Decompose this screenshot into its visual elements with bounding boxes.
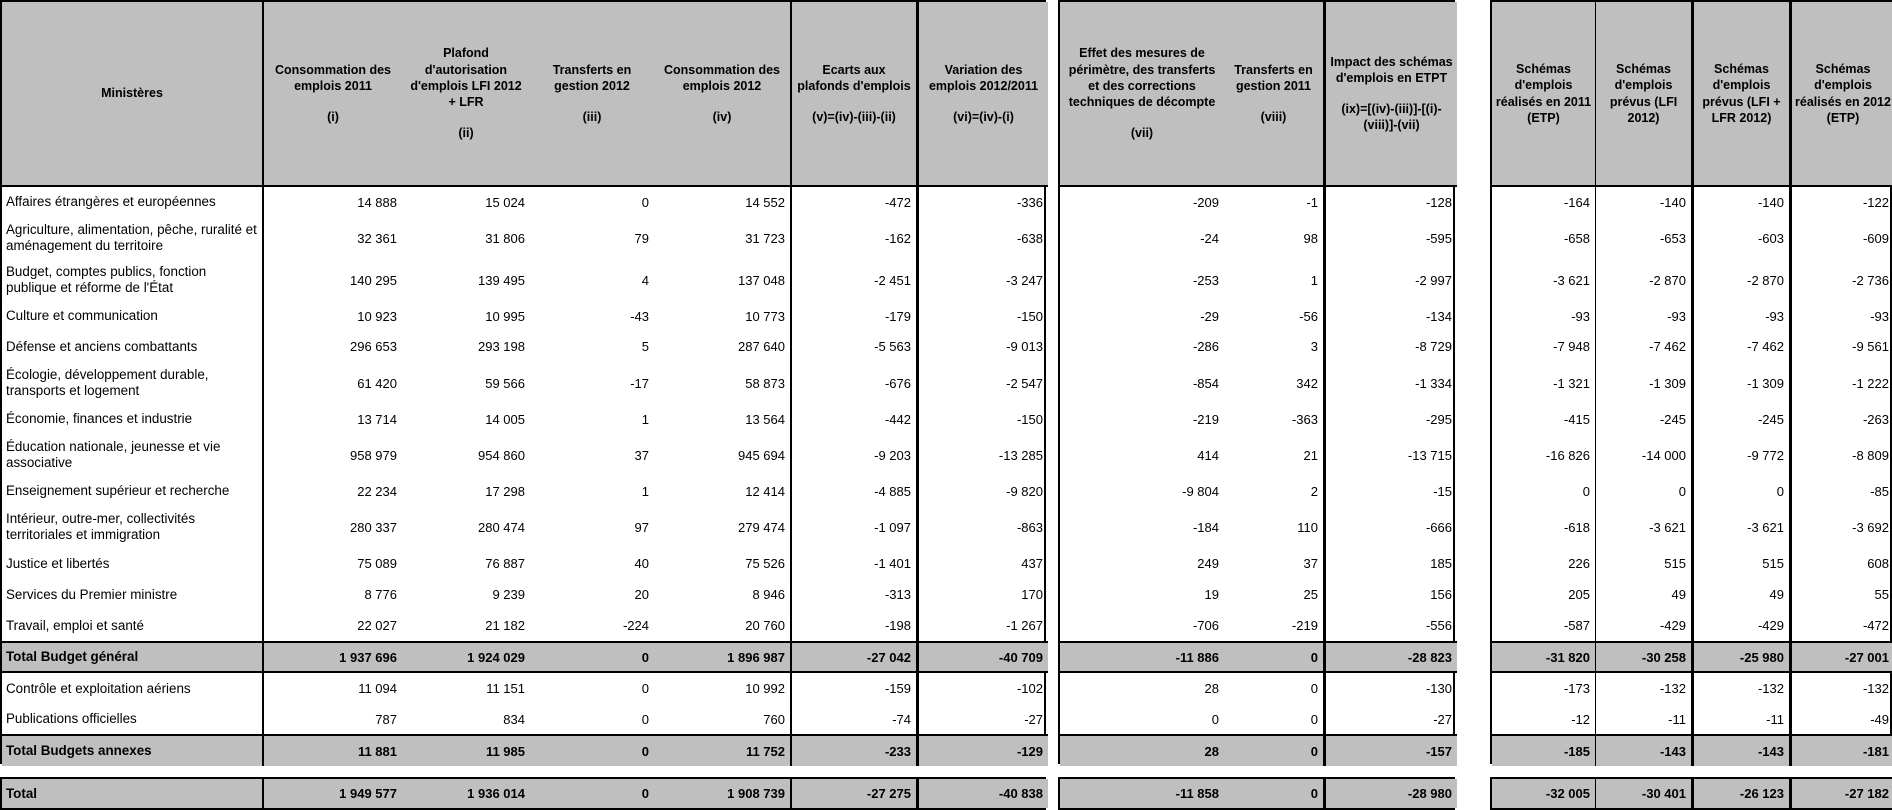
value-cell-iv: 12 414 bbox=[654, 476, 792, 506]
value-cell-vi: -638 bbox=[1016, 230, 1043, 246]
value-cell-iii: -224 bbox=[622, 618, 649, 633]
value-cell-sch-prev-lfr: -1 309 bbox=[1694, 362, 1792, 404]
value-cell-vi: -150 bbox=[1016, 411, 1043, 427]
value-cell-viii: 37 bbox=[1224, 548, 1326, 579]
value-cell-viii: 0 bbox=[1224, 734, 1326, 766]
grand-total-cell-vi: -40 838 bbox=[919, 779, 1048, 808]
value-cell-vi: -150 bbox=[1016, 308, 1043, 324]
value-cell-iv: 279 474 bbox=[654, 506, 792, 548]
value-cell-vii: 0 bbox=[1211, 711, 1219, 727]
value-cell-sch-prev-lfr: -245 bbox=[1694, 404, 1792, 434]
value-cell-vii: 414 bbox=[1197, 447, 1219, 463]
value-cell-ix: -2 997 bbox=[1415, 272, 1452, 288]
ministry-name: Travail, emploi et santé bbox=[2, 610, 264, 641]
column-header-vii bbox=[1060, 2, 1224, 187]
value-cell-sch-prev-lfr: -429 bbox=[1694, 610, 1792, 641]
column-label: Ecarts aux plafonds d'emplois bbox=[797, 62, 911, 93]
value-cell-iv: 58 873 bbox=[654, 362, 792, 404]
value-cell-sch-prev-lfr: -140 bbox=[1694, 187, 1792, 217]
value-cell-vi: -129 bbox=[919, 734, 1048, 766]
value-cell-viii: -56 bbox=[1224, 301, 1326, 331]
value-cell-sch-real-2011: -587 bbox=[1492, 610, 1596, 641]
value-cell-iii: 37 bbox=[634, 447, 649, 463]
table-block-3 bbox=[1490, 0, 1892, 810]
value-cell-iv: 945 694 bbox=[654, 434, 792, 476]
value-cell-ii: 21 182 bbox=[485, 618, 525, 633]
value-cell-ii: 954 860 bbox=[478, 447, 525, 463]
column-formula: (i) bbox=[327, 110, 339, 125]
value-cell-viii: 2 bbox=[1224, 476, 1326, 506]
value-cell-iv: 75 526 bbox=[654, 548, 792, 579]
ministry-name: Contrôle et exploitation aériens bbox=[2, 673, 264, 704]
column-header-sch-prev-lfr bbox=[1694, 2, 1792, 187]
value-cell-vii: -29 bbox=[1200, 308, 1219, 324]
value-cell-sch-prev-lfr: 0 bbox=[1694, 476, 1792, 506]
value-cell-ix: -134 bbox=[1425, 308, 1452, 324]
value-cell-vii: -854 bbox=[1192, 375, 1219, 391]
value-cell-iv: 760 bbox=[654, 704, 792, 734]
value-cell-i: 10 923 bbox=[357, 308, 397, 324]
value-cell-v: -1 097 bbox=[792, 506, 919, 548]
value-cell-sch-real-2012: -8 809 bbox=[1852, 447, 1889, 463]
column-label: Schémas d'emplois réalisés en 2011 (ETP) bbox=[1495, 62, 1592, 125]
column-formula: (iii) bbox=[582, 110, 602, 125]
value-cell-ii: 14 005 bbox=[485, 411, 525, 427]
value-cell-ii: 15 024 bbox=[485, 194, 525, 210]
value-cell-viii: 110 bbox=[1224, 506, 1326, 548]
value-cell-v: -676 bbox=[792, 362, 919, 404]
value-cell-i: 75 089 bbox=[357, 556, 397, 571]
value-cell-sch-prev-lfi: -132 bbox=[1596, 673, 1694, 704]
value-cell-sch-real-2012: -263 bbox=[1862, 411, 1889, 427]
value-cell-v: -2 451 bbox=[792, 259, 919, 301]
column-header-i bbox=[264, 2, 402, 187]
total-row-label: Total Budget général bbox=[2, 641, 264, 673]
value-cell-sch-prev-lfr: -11 bbox=[1694, 704, 1792, 734]
column-label: Schémas d'emplois prévus (LFI + LFR 2012) bbox=[1702, 62, 1781, 125]
grand-total-cell-iii: 0 bbox=[530, 779, 654, 808]
value-cell-vi: -27 bbox=[1024, 711, 1043, 727]
value-cell-sch-prev-lfi: 49 bbox=[1596, 579, 1694, 610]
value-cell-ii: 293 198 bbox=[478, 339, 525, 354]
value-cell-sch-prev-lfr: -25 980 bbox=[1694, 641, 1792, 673]
value-cell-sch-real-2012: 608 bbox=[1867, 556, 1889, 571]
value-cell-i: 14 888 bbox=[357, 194, 397, 210]
grand-total-row bbox=[0, 777, 1046, 810]
column-label: Consommation des emplois 2011 bbox=[275, 62, 391, 93]
value-cell-v: -442 bbox=[792, 404, 919, 434]
value-cell-ii: 76 887 bbox=[485, 556, 525, 571]
value-cell-sch-real-2011: -31 820 bbox=[1492, 641, 1596, 673]
value-cell-sch-real-2011: -12 bbox=[1492, 704, 1596, 734]
grand-total-cell-ix: -28 980 bbox=[1326, 779, 1457, 808]
value-cell-vii: 249 bbox=[1197, 556, 1219, 571]
value-cell-iii: 0 bbox=[530, 734, 654, 766]
value-cell-iv: 1 896 987 bbox=[654, 641, 792, 673]
ministry-name: Affaires étrangères et européennes bbox=[2, 187, 264, 217]
table-main-section-2 bbox=[1058, 0, 1455, 764]
column-label: Plafond d'autorisation d'emplois LFI 2012 + LFR bbox=[410, 46, 522, 110]
value-cell-vi: -9 013 bbox=[1006, 339, 1043, 354]
value-cell-iii: 0 bbox=[530, 641, 654, 673]
value-cell-ii: 139 495 bbox=[478, 272, 525, 288]
value-cell-vi: 170 bbox=[1021, 587, 1043, 602]
value-cell-ii: 280 474 bbox=[478, 519, 525, 535]
value-cell-sch-prev-lfr: -7 462 bbox=[1694, 331, 1792, 362]
value-cell-sch-prev-lfr: -132 bbox=[1694, 673, 1792, 704]
value-cell-ii: 1 924 029 bbox=[402, 641, 530, 673]
value-cell-vi: -2 547 bbox=[1006, 375, 1043, 391]
value-cell-sch-prev-lfr: -603 bbox=[1694, 217, 1792, 259]
value-cell-vii: -706 bbox=[1192, 618, 1219, 633]
value-cell-vii: -24 bbox=[1200, 230, 1219, 246]
value-cell-iii: 4 bbox=[641, 272, 649, 288]
value-cell-ix: -128 bbox=[1425, 194, 1452, 210]
ministry-name: Intérieur, outre-mer, collectivités territoriales et immigration bbox=[2, 506, 264, 548]
column-label: Schémas d'emplois réalisés en 2012 (ETP) bbox=[1795, 62, 1891, 125]
value-cell-iv: 10 773 bbox=[654, 301, 792, 331]
value-cell-sch-prev-lfi: -93 bbox=[1596, 301, 1694, 331]
ministry-name: Justice et libertés bbox=[2, 548, 264, 579]
value-cell-v: -4 885 bbox=[792, 476, 919, 506]
value-cell-sch-real-2011: -16 826 bbox=[1492, 434, 1596, 476]
value-cell-vii: -209 bbox=[1192, 194, 1219, 210]
value-cell-vi: -13 285 bbox=[998, 447, 1043, 463]
value-cell-sch-real-2012: -85 bbox=[1870, 483, 1889, 499]
value-cell-ii: 9 239 bbox=[492, 587, 525, 602]
value-cell-vi: -3 247 bbox=[1006, 272, 1043, 288]
value-cell-v: -179 bbox=[792, 301, 919, 331]
value-cell-sch-real-2012: -27 001 bbox=[1792, 641, 1892, 673]
value-cell-sch-prev-lfi: -653 bbox=[1596, 217, 1694, 259]
value-cell-i: 11 094 bbox=[358, 681, 397, 696]
value-cell-sch-prev-lfi: -7 462 bbox=[1596, 331, 1694, 362]
value-cell-sch-prev-lfi: 0 bbox=[1596, 476, 1694, 506]
value-cell-viii: 98 bbox=[1224, 217, 1326, 259]
value-cell-viii: 25 bbox=[1224, 579, 1326, 610]
value-cell-iv: 137 048 bbox=[654, 259, 792, 301]
value-cell-ii: 10 995 bbox=[485, 308, 525, 324]
value-cell-ii: 834 bbox=[503, 711, 525, 727]
column-label: Ministères bbox=[101, 86, 163, 101]
value-cell-iv: 20 760 bbox=[654, 610, 792, 641]
column-label: Effet des mesures de périmètre, des transferts et des corrections techniques de décompte bbox=[1068, 46, 1216, 110]
value-cell-sch-real-2011: 226 bbox=[1492, 548, 1596, 579]
value-cell-iii: 0 bbox=[641, 681, 649, 696]
ministry-name: Défense et anciens combattants bbox=[2, 331, 264, 362]
column-formula: (vi)=(iv)-(i) bbox=[953, 110, 1014, 125]
value-cell-sch-real-2012: -181 bbox=[1792, 734, 1892, 766]
value-cell-i: 296 653 bbox=[350, 339, 397, 354]
ministry-name: Services du Premier ministre bbox=[2, 579, 264, 610]
value-cell-sch-prev-lfr: -2 870 bbox=[1694, 259, 1792, 301]
grand-total-cell-ii: 1 936 014 bbox=[402, 779, 530, 808]
value-cell-iii: 0 bbox=[641, 711, 649, 727]
ministry-name: Enseignement supérieur et recherche bbox=[2, 476, 264, 506]
value-cell-sch-prev-lfr: -143 bbox=[1694, 734, 1792, 766]
value-cell-vi: -40 709 bbox=[919, 641, 1048, 673]
value-cell-ix: -556 bbox=[1425, 618, 1452, 633]
value-cell-iii: 20 bbox=[634, 587, 649, 602]
value-cell-vii: 28 bbox=[1204, 681, 1219, 696]
total-row-label: Total Budgets annexes bbox=[2, 734, 264, 766]
grand-total-cell-sch-prev-lfr: -26 123 bbox=[1694, 779, 1792, 808]
value-cell-viii: 0 bbox=[1224, 641, 1326, 673]
value-cell-ii: 59 566 bbox=[485, 375, 525, 391]
value-cell-sch-prev-lfi: -3 621 bbox=[1596, 506, 1694, 548]
value-cell-i: 787 bbox=[375, 711, 397, 727]
column-header-sch-real-2012 bbox=[1792, 2, 1892, 187]
column-header-sch-real-2011 bbox=[1492, 2, 1596, 187]
value-cell-v: -9 203 bbox=[792, 434, 919, 476]
grand-total-cell-sch-real-2011: -32 005 bbox=[1492, 779, 1596, 808]
value-cell-vii: 28 bbox=[1060, 734, 1224, 766]
value-cell-ii: 17 298 bbox=[485, 483, 525, 499]
value-cell-ix: -130 bbox=[1425, 681, 1452, 696]
value-cell-sch-real-2012: -132 bbox=[1862, 681, 1889, 696]
value-cell-vi: -102 bbox=[1016, 681, 1043, 696]
value-cell-sch-real-2011: -1 321 bbox=[1492, 362, 1596, 404]
column-header-sch-prev-lfi bbox=[1596, 2, 1694, 187]
value-cell-ii: 11 151 bbox=[486, 681, 525, 696]
value-cell-sch-prev-lfr: -3 621 bbox=[1694, 506, 1792, 548]
value-cell-v: -1 401 bbox=[792, 548, 919, 579]
column-formula: (ix)=[(iv)-(iii)]-[(i)-(viii)]-(vii) bbox=[1341, 102, 1442, 133]
column-header-ix bbox=[1326, 2, 1457, 187]
value-cell-sch-real-2012: -49 bbox=[1870, 711, 1889, 727]
grand-total-cell-vii: -11 858 bbox=[1060, 779, 1224, 808]
column-header-ii bbox=[402, 2, 530, 187]
value-cell-sch-prev-lfi: -143 bbox=[1596, 734, 1694, 766]
ministry-name: Agriculture, alimentation, pêche, ruralité et aménagement du territoire bbox=[2, 217, 264, 259]
column-label: Transferts en gestion 2011 bbox=[1234, 62, 1313, 93]
table-main-section-3 bbox=[1490, 0, 1892, 764]
value-cell-ix: -595 bbox=[1425, 230, 1452, 246]
value-cell-ix: -27 bbox=[1433, 711, 1452, 727]
value-cell-sch-real-2011: -173 bbox=[1492, 673, 1596, 704]
value-cell-sch-prev-lfi: -1 309 bbox=[1596, 362, 1694, 404]
value-cell-sch-prev-lfi: -30 258 bbox=[1596, 641, 1694, 673]
grand-total-row bbox=[1490, 777, 1892, 810]
grand-total-label: Total bbox=[2, 779, 264, 808]
value-cell-viii: -1 bbox=[1224, 187, 1326, 217]
value-cell-sch-real-2012: 55 bbox=[1874, 587, 1889, 602]
value-cell-vii: -253 bbox=[1192, 272, 1219, 288]
value-cell-sch-real-2011: -658 bbox=[1492, 217, 1596, 259]
value-cell-v: -198 bbox=[792, 610, 919, 641]
grand-total-row bbox=[1058, 777, 1455, 810]
column-label: Impact des schémas d'emplois en ETPT bbox=[1330, 54, 1453, 85]
value-cell-vii: -219 bbox=[1192, 411, 1219, 427]
value-cell-sch-prev-lfi: 515 bbox=[1596, 548, 1694, 579]
ministry-name: Budget, comptes publics, fonction publique et réforme de l'État bbox=[2, 259, 264, 301]
column-header-viii bbox=[1224, 2, 1326, 187]
grand-total-cell-v: -27 275 bbox=[792, 779, 919, 808]
value-cell-sch-real-2012: -609 bbox=[1862, 230, 1889, 246]
value-cell-iii: -17 bbox=[630, 375, 649, 391]
value-cell-iv: 11 752 bbox=[654, 734, 792, 766]
ministry-name: Culture et communication bbox=[2, 301, 264, 331]
value-cell-sch-real-2012: -3 692 bbox=[1852, 519, 1889, 535]
value-cell-vi: -863 bbox=[1016, 519, 1043, 535]
value-cell-sch-prev-lfi: -11 bbox=[1596, 704, 1694, 734]
value-cell-ii: 31 806 bbox=[485, 230, 525, 246]
value-cell-viii: 21 bbox=[1224, 434, 1326, 476]
value-cell-sch-real-2011: -185 bbox=[1492, 734, 1596, 766]
ministry-name: Écologie, développement durable, transports et logement bbox=[2, 362, 264, 404]
value-cell-ix: -8 729 bbox=[1415, 339, 1452, 354]
column-formula: (v)=(iv)-(iii)-(ii) bbox=[812, 110, 896, 125]
value-cell-ix: 156 bbox=[1430, 587, 1452, 602]
value-cell-sch-prev-lfi: -140 bbox=[1596, 187, 1694, 217]
grand-total-cell-sch-prev-lfi: -30 401 bbox=[1596, 779, 1694, 808]
column-label: Variation des emplois 2012/2011 bbox=[928, 62, 1039, 93]
value-cell-v: -74 bbox=[792, 704, 919, 734]
value-cell-i: 61 420 bbox=[357, 375, 397, 391]
column-header-iii bbox=[530, 2, 654, 187]
value-cell-sch-prev-lfi: -14 000 bbox=[1596, 434, 1694, 476]
value-cell-i: 32 361 bbox=[357, 230, 397, 246]
column-label: Schémas d'emplois prévus (LFI 2012) bbox=[1609, 62, 1678, 125]
value-cell-i: 11 881 bbox=[264, 734, 402, 766]
table-block-2 bbox=[1058, 0, 1455, 810]
value-cell-i: 140 295 bbox=[350, 272, 397, 288]
value-cell-sch-real-2012: -122 bbox=[1862, 194, 1889, 210]
value-cell-sch-real-2011: -415 bbox=[1492, 404, 1596, 434]
value-cell-iv: 14 552 bbox=[654, 187, 792, 217]
ministry-name: Économie, finances et industrie bbox=[2, 404, 264, 434]
column-formula: (ii) bbox=[458, 126, 474, 141]
value-cell-i: 8 776 bbox=[364, 587, 397, 602]
value-cell-sch-prev-lfi: -245 bbox=[1596, 404, 1694, 434]
grand-total-cell-sch-real-2012: -27 182 bbox=[1792, 779, 1892, 808]
value-cell-vi: -336 bbox=[1016, 194, 1043, 210]
value-cell-ix: -15 bbox=[1433, 483, 1452, 499]
value-cell-i: 1 937 696 bbox=[264, 641, 402, 673]
value-cell-iii: 1 bbox=[641, 411, 649, 427]
value-cell-i: 958 979 bbox=[350, 447, 397, 463]
value-cell-iv: 8 946 bbox=[654, 579, 792, 610]
value-cell-vi: -9 820 bbox=[1006, 483, 1043, 499]
column-formula: (viii) bbox=[1260, 110, 1287, 125]
value-cell-iii: 97 bbox=[634, 519, 649, 535]
value-cell-sch-prev-lfr: 49 bbox=[1694, 579, 1792, 610]
value-cell-i: 22 027 bbox=[357, 618, 397, 633]
value-cell-sch-real-2011: -164 bbox=[1492, 187, 1596, 217]
value-cell-iv: 13 564 bbox=[654, 404, 792, 434]
value-cell-v: -313 bbox=[792, 579, 919, 610]
value-cell-vii: 19 bbox=[1204, 587, 1219, 602]
value-cell-v: -472 bbox=[792, 187, 919, 217]
value-cell-sch-real-2011: -618 bbox=[1492, 506, 1596, 548]
value-cell-ix: -28 823 bbox=[1326, 641, 1457, 673]
value-cell-v: -27 042 bbox=[792, 641, 919, 673]
value-cell-vii: -9 804 bbox=[1182, 483, 1219, 499]
ministry-name: Éducation nationale, jeunesse et vie associative bbox=[2, 434, 264, 476]
value-cell-viii: 0 bbox=[1224, 704, 1326, 734]
value-cell-i: 22 234 bbox=[357, 483, 397, 499]
grand-total-cell-iv: 1 908 739 bbox=[654, 779, 792, 808]
value-cell-vii: -286 bbox=[1192, 339, 1219, 354]
value-cell-sch-real-2011: -3 621 bbox=[1492, 259, 1596, 301]
ministry-name: Publications officielles bbox=[2, 704, 264, 734]
grand-total-cell-i: 1 949 577 bbox=[264, 779, 402, 808]
value-cell-iii: 79 bbox=[634, 230, 649, 246]
value-cell-v: -162 bbox=[792, 217, 919, 259]
value-cell-ix: -157 bbox=[1326, 734, 1457, 766]
value-cell-sch-prev-lfr: -93 bbox=[1694, 301, 1792, 331]
value-cell-viii: 342 bbox=[1224, 362, 1326, 404]
column-header-v bbox=[792, 2, 919, 187]
value-cell-iii: 40 bbox=[634, 556, 649, 571]
value-cell-sch-real-2012: -93 bbox=[1870, 308, 1889, 324]
value-cell-ix: -295 bbox=[1425, 411, 1452, 427]
value-cell-ii: 11 985 bbox=[402, 734, 530, 766]
value-cell-ix: 185 bbox=[1430, 556, 1452, 571]
value-cell-sch-real-2012: -2 736 bbox=[1852, 272, 1889, 288]
value-cell-sch-real-2011: 0 bbox=[1492, 476, 1596, 506]
value-cell-vi: 437 bbox=[1021, 556, 1043, 571]
value-cell-viii: -219 bbox=[1224, 610, 1326, 641]
value-cell-iii: 1 bbox=[641, 483, 649, 499]
value-cell-iv: 31 723 bbox=[654, 217, 792, 259]
value-cell-ix: -13 715 bbox=[1407, 447, 1452, 463]
column-formula: (vii) bbox=[1130, 126, 1154, 141]
column-formula: (iv) bbox=[712, 110, 732, 125]
value-cell-sch-real-2012: -1 222 bbox=[1852, 375, 1889, 391]
value-cell-v: -233 bbox=[792, 734, 919, 766]
value-cell-viii: 1 bbox=[1224, 259, 1326, 301]
value-cell-sch-real-2011: -93 bbox=[1492, 301, 1596, 331]
value-cell-sch-prev-lfi: -429 bbox=[1596, 610, 1694, 641]
column-label: Transferts en gestion 2012 bbox=[552, 62, 632, 93]
value-cell-sch-prev-lfi: -2 870 bbox=[1596, 259, 1694, 301]
value-cell-viii: -363 bbox=[1224, 404, 1326, 434]
value-cell-v: -5 563 bbox=[792, 331, 919, 362]
value-cell-sch-real-2012: -9 561 bbox=[1852, 339, 1889, 354]
column-header-iv bbox=[654, 2, 792, 187]
value-cell-iv: 287 640 bbox=[654, 331, 792, 362]
column-header-ministries bbox=[2, 2, 264, 187]
value-cell-ix: -1 334 bbox=[1415, 375, 1452, 391]
column-label: Consommation des emplois 2012 bbox=[664, 62, 780, 93]
value-cell-sch-real-2011: -7 948 bbox=[1492, 331, 1596, 362]
value-cell-iii: -43 bbox=[630, 308, 649, 324]
value-cell-i: 13 714 bbox=[357, 411, 397, 427]
column-header-vi bbox=[919, 2, 1048, 187]
value-cell-vii: -11 886 bbox=[1060, 641, 1224, 673]
value-cell-i: 280 337 bbox=[350, 519, 397, 535]
value-cell-sch-prev-lfr: 515 bbox=[1694, 548, 1792, 579]
value-cell-iv: 10 992 bbox=[654, 673, 792, 704]
value-cell-ix: -666 bbox=[1425, 519, 1452, 535]
value-cell-vi: -1 267 bbox=[1006, 618, 1043, 633]
value-cell-iii: 5 bbox=[641, 339, 649, 354]
value-cell-sch-real-2012: -472 bbox=[1862, 618, 1889, 633]
value-cell-sch-prev-lfr: -9 772 bbox=[1694, 434, 1792, 476]
value-cell-viii: 3 bbox=[1224, 331, 1326, 362]
value-cell-vii: -184 bbox=[1192, 519, 1219, 535]
value-cell-v: -159 bbox=[792, 673, 919, 704]
value-cell-iii: 0 bbox=[641, 194, 649, 210]
grand-total-cell-viii: 0 bbox=[1224, 779, 1326, 808]
value-cell-sch-real-2011: 205 bbox=[1492, 579, 1596, 610]
value-cell-viii: 0 bbox=[1224, 673, 1326, 704]
